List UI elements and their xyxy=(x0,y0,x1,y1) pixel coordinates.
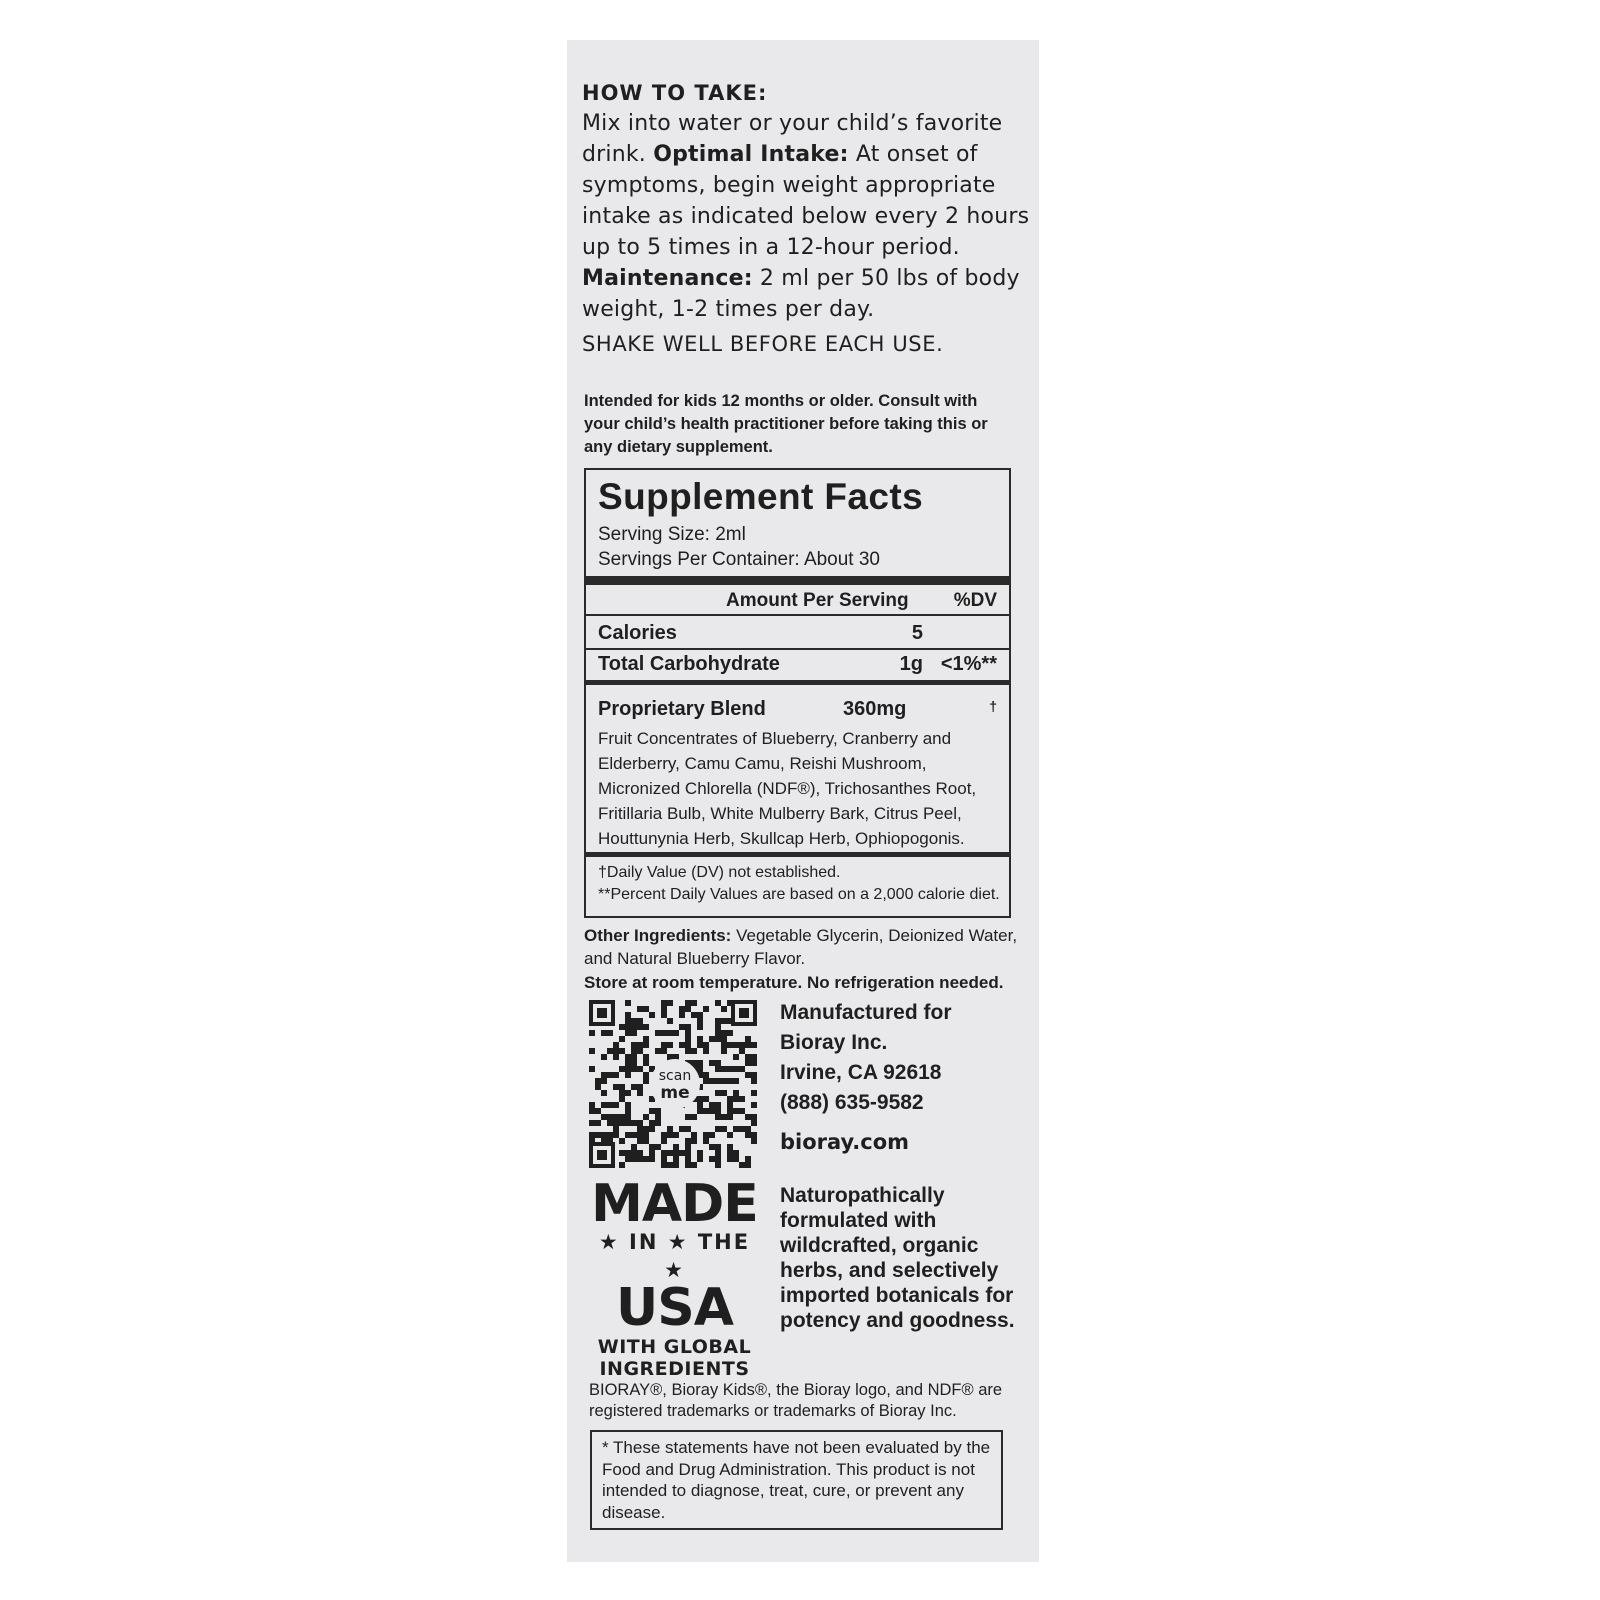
shake-warning: SHAKE WELL BEFORE EACH USE. xyxy=(582,332,944,356)
facts-row-calories xyxy=(598,622,997,645)
qr-code-graphic xyxy=(589,1000,757,1168)
supplement-facts-title: Supplement Facts xyxy=(598,476,924,517)
nutrient-amount: 360mg xyxy=(843,698,907,720)
dv-header: %DV xyxy=(953,590,997,611)
manufacturer-block xyxy=(780,998,952,1118)
other-ingredients-label: Other Ingredients: xyxy=(584,926,732,945)
fda-disclaimer: * These statements have not been evaluated by the Food and Drug Administration. This product is not intended to diagnose, treat, cure, or prevent any disease. xyxy=(590,1430,1003,1530)
ingredients-text: INGREDIENTS xyxy=(599,1358,750,1380)
nutrient-dv: † xyxy=(989,698,997,714)
header-divider xyxy=(586,614,1009,616)
company-name: Bioray Inc. xyxy=(780,1031,888,1054)
qr-scan-label: scan xyxy=(658,1068,692,1084)
mix-instruction: Mix into water or your child’s favorite drink. xyxy=(582,111,1003,167)
nutrient-name: Proprietary Blend xyxy=(598,698,766,720)
how-to-take-title: HOW TO TAKE: xyxy=(582,81,768,105)
trademark-notice: BIORAY®, Bioray Kids®, the Bioray logo, and NDF® are registered trademarks or trademarks of Bioray Inc. xyxy=(589,1381,1003,1420)
company-city: Irvine, CA 92618 xyxy=(780,1061,942,1084)
amount-per-serving-header: Amount Per Serving xyxy=(726,590,909,611)
usa-text: USA xyxy=(616,1278,733,1338)
maintenance-text: 2 ml per 50 lbs of body weight, 1-2 times per day. xyxy=(582,266,1020,322)
section-divider xyxy=(586,680,1009,685)
nutrient-amount: 1g xyxy=(899,653,923,675)
facts-row-carbohydrate xyxy=(598,653,997,676)
supplement-facts-panel xyxy=(584,468,1011,918)
servings-per-container: Servings Per Container: About 30 xyxy=(598,549,881,570)
storage-instructions: Store at room temperature. No refrigeration needed. xyxy=(584,973,1004,992)
other-ingredients xyxy=(584,924,1024,970)
nutrient-name: Total Carbohydrate xyxy=(598,653,780,675)
label-panel xyxy=(567,40,1039,1562)
row-divider xyxy=(586,648,1009,650)
how-to-take-instructions xyxy=(582,108,1032,325)
blend-ingredients: Fruit Concentrates of Blueberry, Cranberry and Elderberry, Camu Camu, Reishi Mushroom, Micronized Chlorella (NDF®), Trichosanthes Root, Fritillaria Bulb, White Mulberry Bark, Citrus Peel, Houttunynia Herb, Skullcap Herb, Ophiopogonis. xyxy=(598,729,977,848)
nutrient-dv: <1%** xyxy=(940,653,997,675)
company-phone: (888) 635-9582 xyxy=(780,1091,924,1114)
maintenance-label: Maintenance: xyxy=(582,266,753,291)
percent-dv-footnote: **Percent Daily Values are based on a 2,000 calorie diet. xyxy=(598,886,1000,903)
made-text: MADE xyxy=(591,1174,758,1234)
qr-code[interactable] xyxy=(589,1000,757,1168)
age-advisory: Intended for kids 12 months or older. Consult with your child’s health practitioner before taking this or any dietary supplement. xyxy=(584,392,988,456)
manufactured-for: Manufactured for xyxy=(780,1001,952,1024)
footnote-divider xyxy=(586,852,1009,857)
made-in-usa-badge xyxy=(587,1174,762,1380)
with-global-text: WITH GLOBAL xyxy=(597,1336,752,1358)
optimal-intake-text: At onset of symptoms, begin weight appropriate intake as indicated below every 2 hours up to 5 times in a 12-hour period. xyxy=(582,142,1030,260)
how-to-take-section xyxy=(582,78,1032,359)
serving-size: Serving Size: 2ml xyxy=(598,524,746,545)
naturopathic-statement: Naturopathically formulated with wildcrafted, organic herbs, and selectively imported botanicals for potency and goodness. xyxy=(780,1184,1015,1332)
other-ingredients-text: Vegetable Glycerin, Deionized Water, and Natural Blueberry Flavor. xyxy=(584,926,1018,968)
company-website[interactable]: bioray.com xyxy=(780,1130,910,1154)
qr-me-label: me xyxy=(660,1083,690,1103)
thick-divider xyxy=(586,576,1009,585)
in-the-text: ★ IN ★ THE ★ xyxy=(598,1230,751,1282)
dv-footnote: †Daily Value (DV) not established. xyxy=(598,864,841,881)
optimal-intake-label: Optimal Intake: xyxy=(653,142,849,167)
nutrient-amount: 5 xyxy=(911,622,923,644)
nutrient-name: Calories xyxy=(598,622,677,644)
facts-row-blend xyxy=(598,698,997,721)
